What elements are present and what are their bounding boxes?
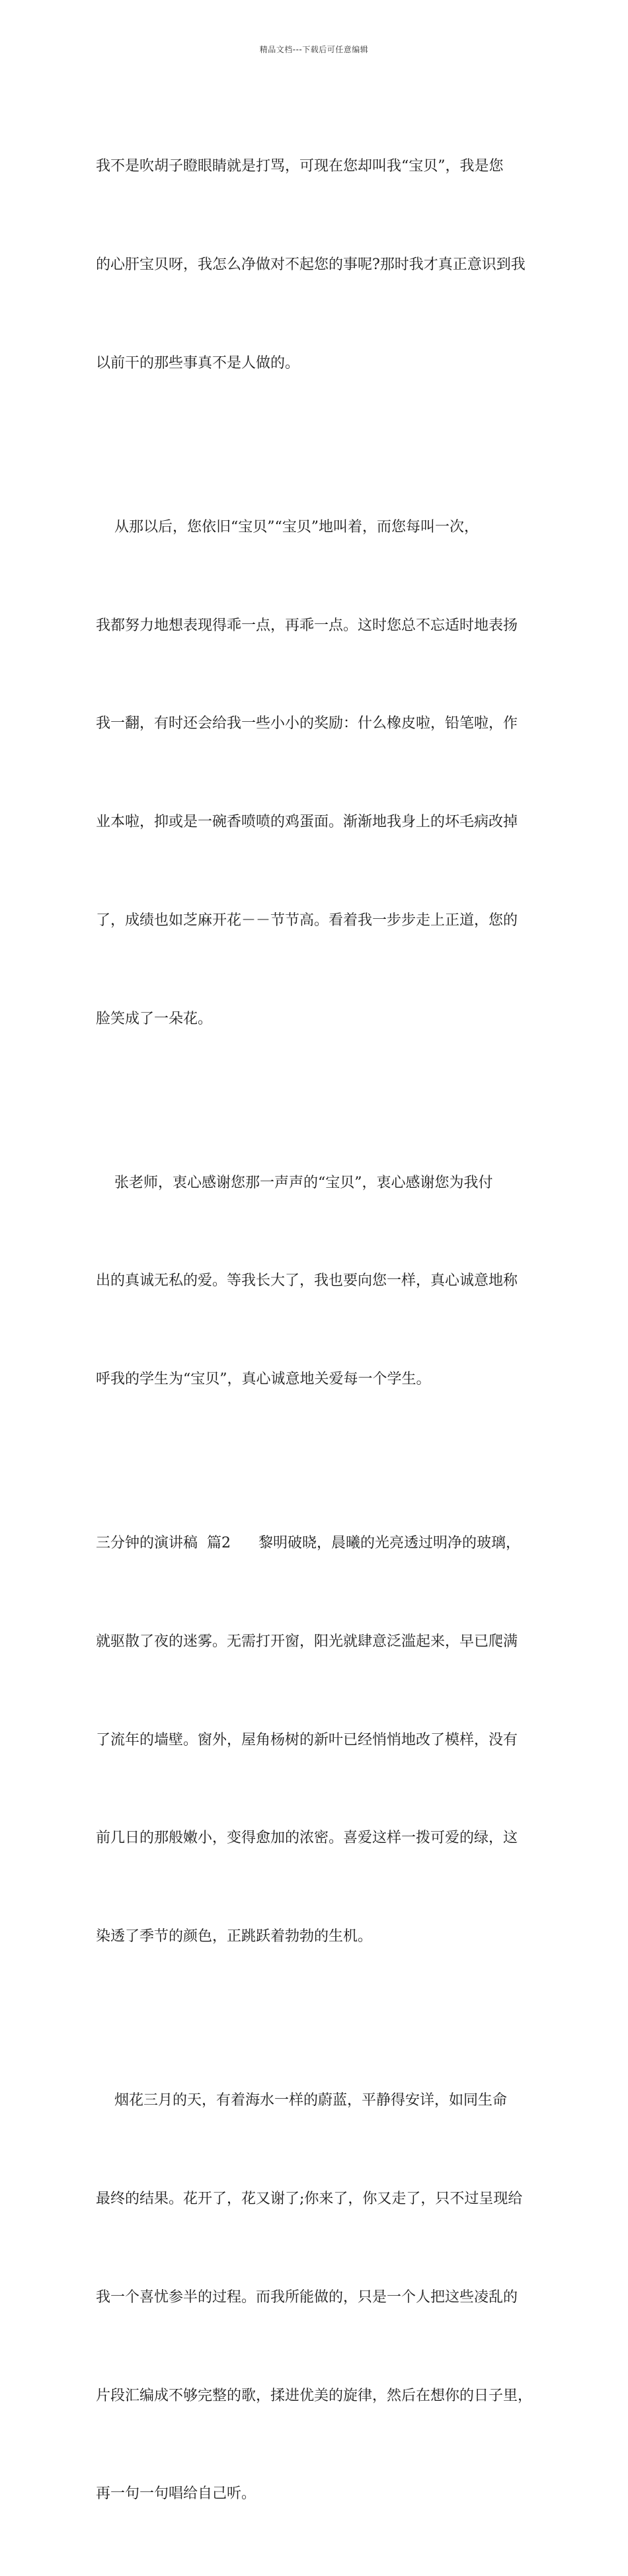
paragraph-4 [96, 1462, 539, 2019]
page-header: 精品文档---下载后可任意编辑 [259, 45, 369, 54]
text-line: 张老师，衷心感谢您那一声声的“宝贝”，衷心感谢您为我付 [96, 1174, 493, 1191]
text-line: 了流年的墙壁。窗外，屋角杨树的新叶已经悄悄地改了模样，没有 [96, 1731, 518, 1748]
paragraph-3 [96, 1101, 539, 1462]
text-line: 就驱散了夜的迷雾。无需打开窗，阳光就肆意泛滥起来，早已爬满 [96, 1633, 518, 1650]
text-line: 片段汇编成不够完整的歌，揉进优美的旋律，然后在想你的日子里， [96, 2387, 533, 2404]
text-line: 再一句一句唱给自己听。 [96, 2485, 256, 2503]
text-line: 烟花三月的天，有着海水一样的蔚蓝，平静得安详，如同生命 [96, 2092, 507, 2109]
text-line: 三分钟的演讲稿 篇2 黎明破晓，晨曦的光亮透过明净的玻璃， [96, 1535, 520, 1552]
text-line: 我一翻，有时还会给我一些小小的奖励：什么橡皮啦，铅笔啦，作 [96, 715, 518, 732]
text-line: 染透了季节的颜色，正跳跃着勃勃的生机。 [96, 1928, 373, 1945]
text-line: 的心肝宝贝呀，我怎么净做对不起您的事呢?那时我才真正意识到我 [96, 256, 526, 273]
paragraph-2 [96, 446, 539, 1101]
text-line: 最终的结果。花开了，花又谢了;你来了，你又走了，只不过呈现给 [96, 2191, 523, 2207]
text-line: 出的真诚无私的爱。等我长大了，我也要向您一样，真心诚意地称 [96, 1272, 518, 1290]
paragraph-1 [96, 85, 539, 446]
paragraph-5 [96, 2019, 539, 2576]
text-line: 前几日的那般嫩小，变得愈加的浓密。喜爱这样一拨可爱的绿，这 [96, 1830, 518, 1847]
document-body [96, 85, 539, 2576]
text-line: 我不是吹胡子瞪眼睛就是打骂，可现在您却叫我“宝贝”，我是您 [96, 158, 504, 175]
text-line: 我都努力地想表现得乖一点，再乖一点。这时您总不忘适时地表扬 [96, 617, 518, 634]
text-line: 以前干的那些事真不是人做的。 [96, 354, 300, 371]
text-line: 我一个喜忧参半的过程。而我所能做的，只是一个人把这些凌乱的 [96, 2288, 518, 2306]
text-line: 业本啦，抑或是一碗香喷喷的鸡蛋面。渐渐地我身上的坏毛病改掉 [96, 814, 518, 831]
text-line: 从那以后，您依旧“宝贝”“宝贝”地叫着，而您每叫一次， [96, 518, 479, 535]
text-line: 了，成绩也如芝麻开花－－节节高。看着我一步步走上正道，您的 [96, 912, 518, 929]
text-line: 呼我的学生为“宝贝”，真心诚意地关爱每一个学生。 [96, 1371, 431, 1388]
text-line: 脸笑成了一朵花。 [96, 1010, 213, 1027]
